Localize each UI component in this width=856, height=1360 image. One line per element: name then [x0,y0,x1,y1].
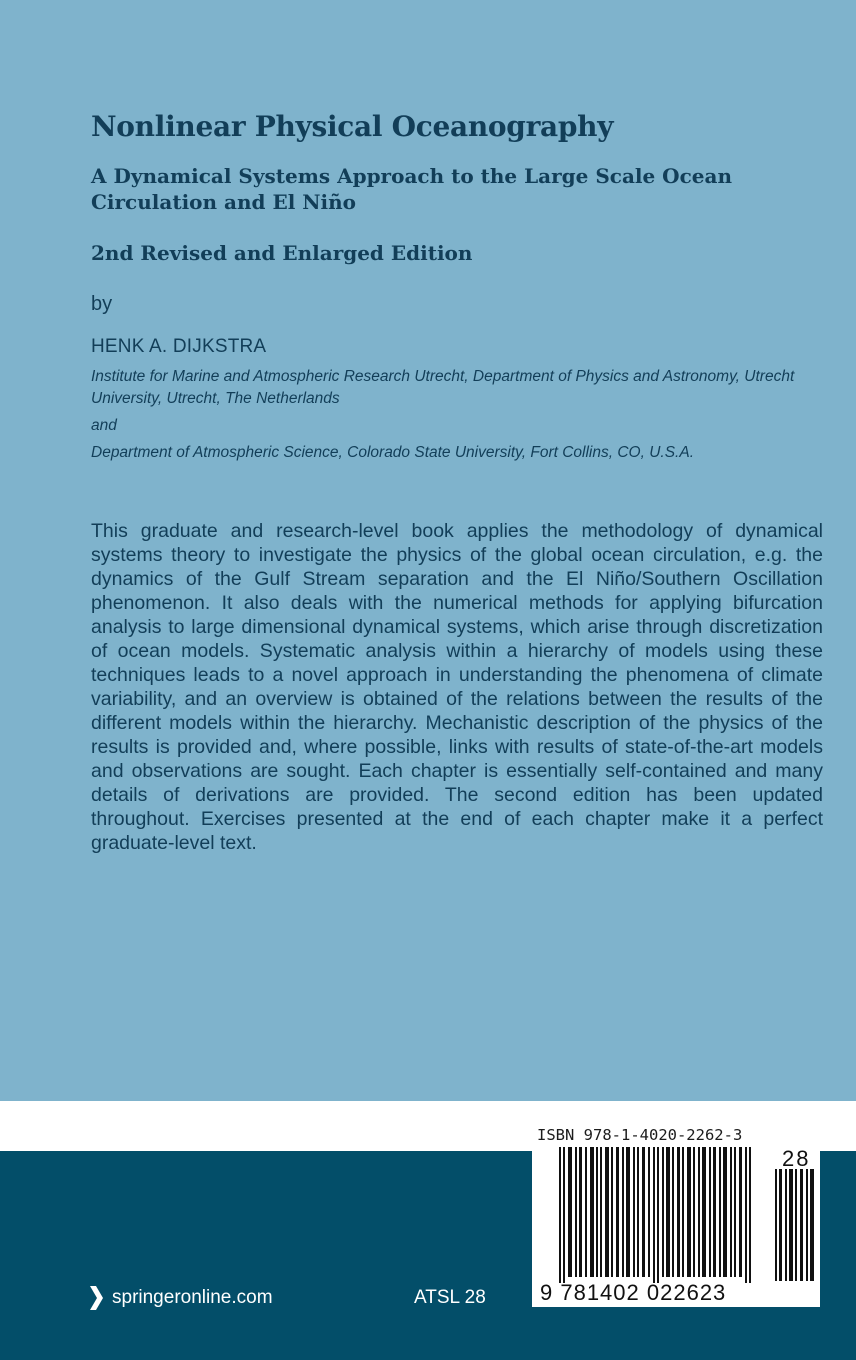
barcode-bar [605,1147,609,1277]
barcode-bar [568,1147,572,1277]
barcode-bar [622,1147,624,1277]
barcode-bar [559,1147,561,1283]
barcode-bar [775,1169,777,1281]
affiliation-conjunction: and [91,417,117,434]
barcode-bar [626,1147,630,1277]
barcode-bar [713,1147,716,1277]
barcode-digits: 9 781402 022623 [540,1280,727,1305]
barcode-bar [723,1147,727,1277]
barcode-bar [806,1169,808,1281]
book-description: This graduate and research-level book applies the methodology of dynamical systems theory to investigate the physics of the global ocean circulation, e.g. the dynamics of the Gulf Stream separation and the El Niño/Southern Oscillation phenomenon. It also deals with the numerical methods for applying bifurcation analysis to large dimensional dynamical systems, which arise through discretization of ocean models. Systematic analysis within a hierarchy of models using these techniques leads to a novel approach in understanding the phenomena of climate variability, and an overview is obtained of the relations between the results of the different models within the hierarchy. Mechanistic description of the physics of the results is provided and, where possible, links with results of state-of-the-art models and observations are sought. Each chapter is essentially self-contained and many details of derivations are provided. The second edition has been updated throughout. Exercises presented at the end of each chapter make it a perfect graduate-level text. [91,520,823,854]
barcode-bar [585,1147,587,1277]
barcode-bar [600,1147,602,1277]
barcode-bar [575,1147,577,1277]
book-edition: 2nd Revised and Enlarged Edition [91,241,473,265]
barcode-bar [642,1147,645,1277]
barcode-bar [563,1147,565,1283]
barcode-bar [653,1147,655,1283]
barcode-bar [633,1147,635,1277]
barcode-bar [785,1169,787,1281]
barcode-addon-digits: 28 [782,1146,811,1171]
book-title: Nonlinear Physical Oceanography [91,110,614,143]
barcode-bar [698,1147,700,1277]
barcode-bar [648,1147,650,1277]
series-code: ATSL 28 [414,1287,486,1308]
barcode-bar [616,1147,619,1277]
barcode-bar [657,1147,659,1283]
isbn-text: ISBN 978-1-4020-2262-3 [537,1126,743,1144]
barcode-bar [662,1147,664,1277]
barcode-bar [677,1147,680,1277]
barcode-bar [709,1147,711,1277]
barcode-bar [789,1169,793,1281]
barcode-addon-bars [775,1169,814,1281]
barcode-bar [795,1169,797,1281]
barcode-main-bars [559,1147,751,1283]
barcode-bar [810,1169,814,1281]
barcode-bar [702,1147,706,1277]
barcode-bar [672,1147,674,1277]
by-label: by [91,293,113,315]
author-name: HENK A. DIJKSTRA [91,336,267,357]
barcode-bar [745,1147,747,1283]
publisher-site: springeronline.com [112,1287,273,1308]
barcode-bar [596,1147,598,1277]
barcode-bar [693,1147,695,1277]
barcode-bar [739,1147,742,1277]
barcode-bar [637,1147,639,1277]
barcode-bar [611,1147,613,1277]
chevron-right-icon [88,1285,104,1311]
barcode-bar [800,1169,803,1281]
barcode-bar [734,1147,736,1277]
barcode-bar [666,1147,670,1277]
barcode-bar [687,1147,691,1277]
barcode-bar [719,1147,721,1277]
barcode-bar [579,1147,582,1277]
barcode-bar [730,1147,732,1277]
barcode-bar [682,1147,684,1277]
publisher-link[interactable] [88,1285,273,1311]
barcode-bar [779,1169,782,1281]
author-affiliation-1: Institute for Marine and Atmospheric Research Utrecht, Department of Physics and Astronomy, Utrecht University, Utrecht, The Netherlands [91,368,795,407]
barcode-bar [590,1147,594,1277]
barcode-bar [749,1147,751,1283]
author-affiliation-2: Department of Atmospheric Science, Colorado State University, Fort Collins, CO, U.S.A. [91,444,695,461]
book-subtitle: A Dynamical Systems Approach to the Large Scale Ocean Circulation and El Niño [91,164,733,214]
